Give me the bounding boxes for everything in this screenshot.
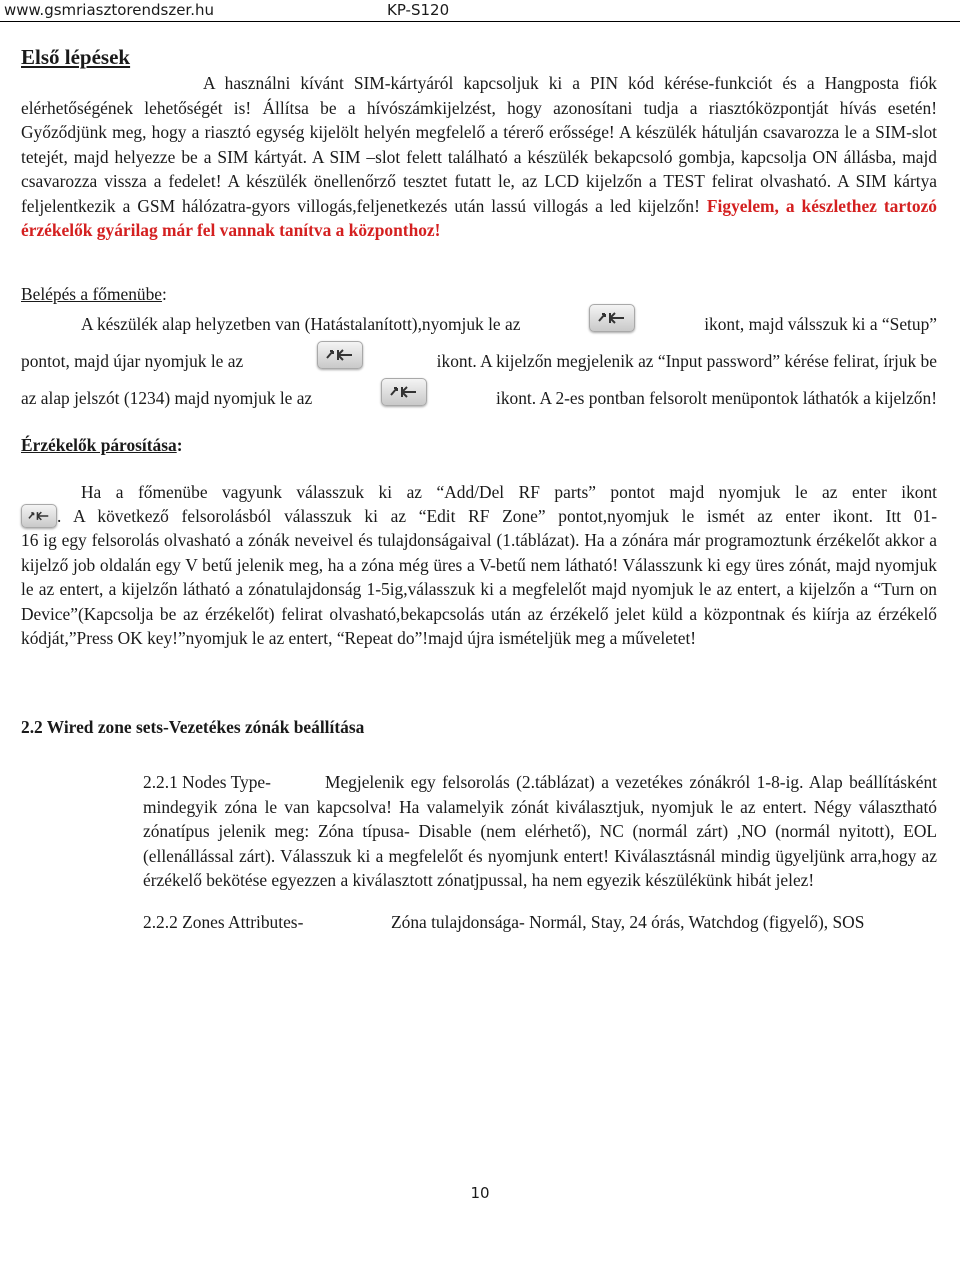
pairing-section [21, 433, 937, 458]
wired-item1-label: 2.2.1 Nodes Type- [143, 772, 271, 792]
main-menu-line3-text-b: ikont. A 2-es pontban felsorolt menüpontok láthatók a kijelzőn! [496, 388, 937, 408]
wired-item1-paragraph [143, 770, 937, 893]
main-menu-line-3 [21, 386, 937, 411]
main-menu-line1-text-b: ikont, majd válsszuk ki a “Setup” [704, 314, 937, 334]
pairing-line-1 [81, 480, 937, 505]
wired-item2-paragraph [143, 910, 937, 935]
header-rule [0, 21, 960, 22]
main-menu-heading-line [21, 282, 937, 307]
pairing-heading-colon: : [176, 435, 183, 455]
pairing-line2-text: . A következő felsorolásból válasszuk ki az “Edit RF Zone” pontot,nyomjuk le ismét az enter ikont. Itt 01- [57, 506, 937, 526]
first-steps-paragraph [21, 71, 937, 243]
wired-item2-label: 2.2.2 Zones Attributes- [143, 912, 304, 932]
first-steps-heading: Első lépések [21, 45, 131, 69]
wired-item-1 [143, 770, 937, 893]
main-menu-heading-colon: : [162, 284, 167, 304]
main-menu-line-1 [81, 312, 937, 337]
pairing-line1-text: Ha a főmenübe vagyunk válasszuk ki az “Add/Del RF parts” pontot majd nyomjuk le az enter ikont [81, 482, 937, 502]
page-header [0, 0, 960, 22]
main-menu-line2-text-a: pontot, majd újar nyomjuk le az [21, 351, 244, 371]
enter-key-icon [381, 378, 427, 406]
page-number: 10 [470, 1184, 490, 1202]
pairing-paragraph: 16 ig egy felsorolás olvasható a zónák neveivel és tulajdonságaival (1.táblázat). Ha a zónára már programoztunk érzékelőt akkor a kijelző job oldalán egy V betű jelenik meg, ha a zóna még üres a V-betű nem látható! Válasszunk ki egy üres zónát, majd nyomjuk le az entert, a kijelzőn látható a zónatulajdonság 1-5ig,válasszuk ki a megfelelőt majd nyomjuk le az entert, a kijelzőn a “Turn on Device”(Kapcsolja be az érzékelőt) felirat olvasható,bekapcsolás után az érzékelő jelet küld a központnak és kiírja az érzékelő kódját,”Press OK key!”nyomjuk le az entert, “Repeat do”!majd újra ismételjük meg a műveletet! [21, 530, 937, 648]
enter-key-icon [317, 341, 363, 369]
main-menu-line2-text-b: ikont. A kijelzőn megjelenik az “Input password” kérése felirat, írjuk be [436, 351, 937, 371]
model-name: KP-S120 [387, 1, 450, 19]
pairing-heading-line [21, 433, 937, 458]
first-steps-section [21, 44, 937, 243]
site-url: www.gsmriasztorendszer.hu [4, 1, 214, 19]
main-menu-heading: Belépés a főmenübe [21, 284, 163, 304]
first-steps-warning: Figyelem, a készlethez tartozó érzékelők gyárilag már fel vannak tanítva a központhoz! [21, 195, 937, 240]
wired-item-2 [143, 910, 937, 935]
main-menu-line-2 [21, 349, 937, 374]
wired-item1-text: Megjelenik egy felsorolás (2.táblázat) a vezetékes zónákról 1-8-ig. Alap beállításként mindegyik zóna le van kapcsolva! Ha valamelyik zónát kiválasztjuk, nyomjuk le az entert. Négy választható zónatípus jelenik meg: Zóna típusa- Disable (nem elérhető), NC (normál zárt) ,NO (normál nyitott), EOL (ellenállással zárt). Válasszuk ki a megfelelőt és nyomjunk entert! Kiválasztásnál mindig ügyeljünk arra,hogy az érzékelő bekötése egyezzen a kiválasztott zónatjpussal, ha nem egyezik készülékünk hibát jelez! [143, 772, 937, 890]
wired-item2-text: Zóna tulajdonsága- Normál, Stay, 24 órás, Watchdog (figyelő), SOS [391, 912, 865, 932]
first-steps-text: A használni kívánt SIM-kártyáról kapcsoljuk ki a PIN kód kérése-funkciót és a Hangposta fiók elérhetőségének lehetőségét is! Állítsa be a hívószámkijelzést, hogy azonosítani tudja a riasztóközpontját hívás esetén! Győződjünk meg, hogy a riasztó egység kijelölt helyén megfelelő a térerő erőssége! A készülék hátulján csavarozza le a SIM-slot tetejét, majd helyezze be a SIM kártyát. A SIM –slot felett található a készülék bekapcsoló gombja, kapcsolja ON állásba, majd csavarozza vissza a fedelet! A készülék önellenőrző tesztet futatt le, az LCD kijelzőn a TEST felirat olvasható. A SIM kártya feljelentkezik a GSM hálózatra-gyors villogás,feljenetkezés után lassú villogás a led kijelzőn! [21, 73, 937, 216]
wired-heading: 2.2 Wired zone sets-Vezetékes zónák beállítása [21, 717, 365, 737]
pairing-line-2 [21, 504, 937, 529]
pairing-heading: Érzékelők párosítása [21, 435, 177, 455]
main-menu-line3-text-a: az alap jelszót (1234) majd nyomjuk le az [21, 388, 313, 408]
enter-key-icon [589, 304, 635, 332]
main-menu-line1-text-a: A készülék alap helyzetben van (Hatástalanított),nyomjuk le az [81, 314, 521, 334]
enter-key-icon [21, 504, 57, 528]
main-menu-section [21, 282, 937, 307]
